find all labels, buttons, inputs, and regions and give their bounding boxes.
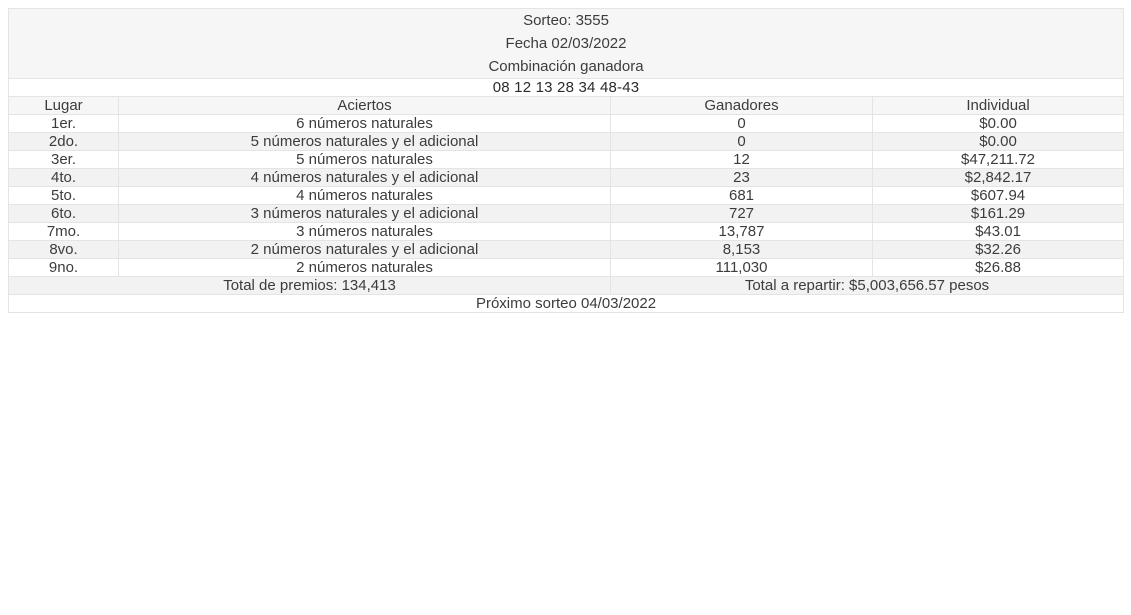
cell-ganadores: 23 [611,169,873,187]
cell-aciertos: 3 números naturales [119,223,611,241]
total-repartir: Total a repartir: $5,003,656.57 pesos [611,277,1124,295]
cell-aciertos: 3 números naturales y el adicional [119,205,611,223]
winning-combination-row [9,79,1124,97]
cell-ganadores: 0 [611,115,873,133]
cell-ganadores: 727 [611,205,873,223]
table-header-row [9,9,1124,79]
next-draw-row [9,295,1124,313]
cell-individual: $26.88 [873,259,1124,277]
winning-combination: 08 12 13 28 34 48-43 [9,79,1124,97]
cell-ganadores: 13,787 [611,223,873,241]
cell-lugar: 7mo. [9,223,119,241]
cell-ganadores: 12 [611,151,873,169]
table-row [9,169,1124,187]
table-row [9,115,1124,133]
fecha-label: Fecha 02/03/2022 [505,35,627,52]
cell-individual: $2,842.17 [873,169,1124,187]
cell-lugar: 6to. [9,205,119,223]
cell-lugar: 8vo. [9,241,119,259]
cell-individual: $32.26 [873,241,1124,259]
column-header-aciertos: Aciertos [119,97,611,115]
totals-row [9,277,1124,295]
cell-ganadores: 111,030 [611,259,873,277]
cell-ganadores: 8,153 [611,241,873,259]
table-row [9,259,1124,277]
column-headers-row [9,97,1124,115]
column-header-ganadores: Ganadores [611,97,873,115]
draw-header-cell [9,9,1124,79]
lottery-results-table [8,8,1124,313]
cell-lugar: 3er. [9,151,119,169]
table-row [9,241,1124,259]
sorteo-label: Sorteo: 3555 [523,12,609,29]
table-row [9,133,1124,151]
table-row [9,205,1124,223]
proximo-sorteo: Próximo sorteo 04/03/2022 [9,295,1124,313]
cell-individual: $47,211.72 [873,151,1124,169]
cell-aciertos: 6 números naturales [119,115,611,133]
table-row [9,223,1124,241]
cell-individual: $0.00 [873,115,1124,133]
cell-lugar: 2do. [9,133,119,151]
cell-aciertos: 5 números naturales [119,151,611,169]
column-header-individual: Individual [873,97,1124,115]
total-premios: Total de premios: 134,413 [9,277,611,295]
cell-aciertos: 5 números naturales y el adicional [119,133,611,151]
cell-individual: $43.01 [873,223,1124,241]
cell-ganadores: 0 [611,133,873,151]
cell-ganadores: 681 [611,187,873,205]
cell-lugar: 9no. [9,259,119,277]
cell-lugar: 1er. [9,115,119,133]
cell-aciertos: 4 números naturales [119,187,611,205]
table-row [9,187,1124,205]
cell-individual: $0.00 [873,133,1124,151]
cell-aciertos: 4 números naturales y el adicional [119,169,611,187]
cell-aciertos: 2 números naturales [119,259,611,277]
cell-individual: $607.94 [873,187,1124,205]
cell-lugar: 5to. [9,187,119,205]
cell-individual: $161.29 [873,205,1124,223]
cell-aciertos: 2 números naturales y el adicional [119,241,611,259]
column-header-lugar: Lugar [9,97,119,115]
table-row [9,151,1124,169]
cell-lugar: 4to. [9,169,119,187]
combinacion-ganadora-label: Combinación ganadora [488,58,644,75]
